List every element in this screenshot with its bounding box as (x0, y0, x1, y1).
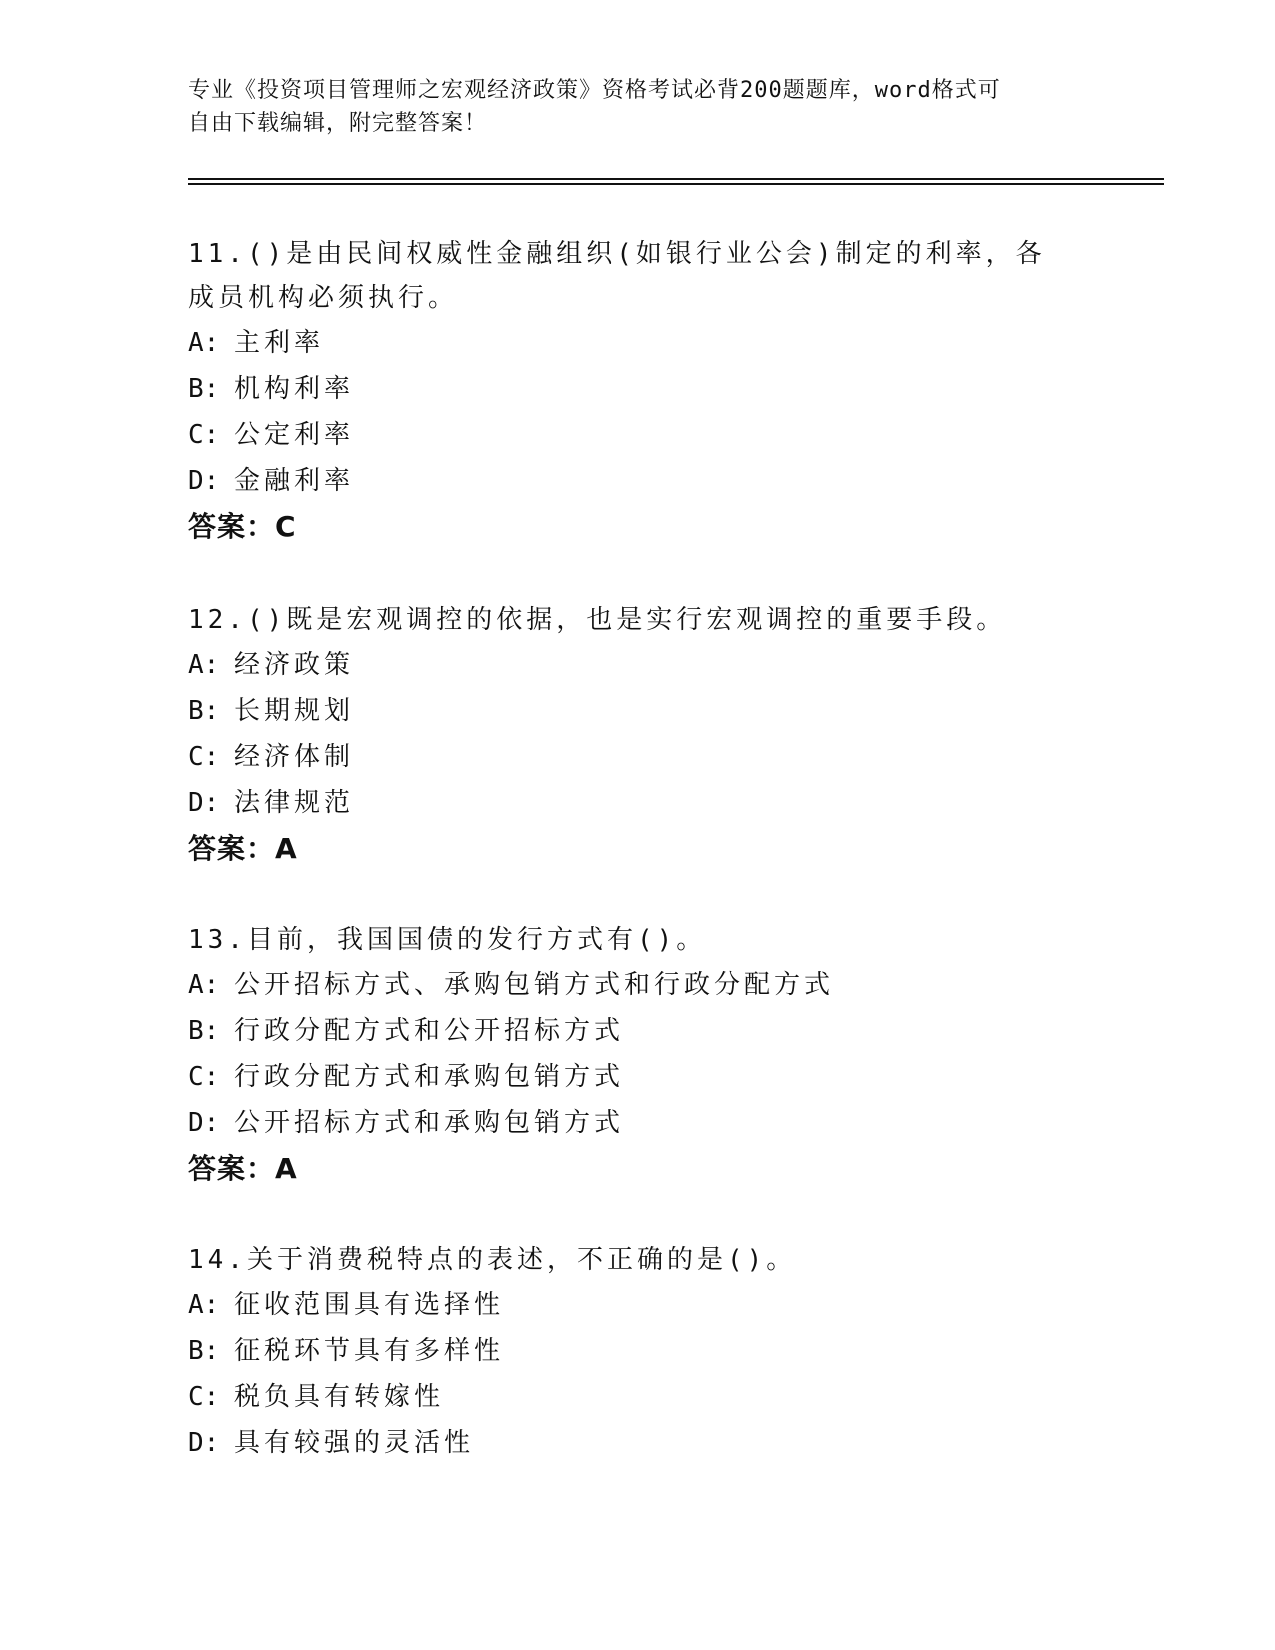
option-c: C: 税负具有转嫁性 (188, 1382, 445, 1412)
header-divider-bottom (188, 183, 1164, 185)
question-stem (188, 232, 1058, 320)
question-text: ()是由民间权威性金融组织(如银行业公会)制定的利率，各成员机构必须执行。 (188, 239, 1046, 313)
question-text: ()既是宏观调控的依据，也是实行宏观调控的重要手段。 (246, 605, 1007, 635)
header-line-1: 专业《投资项目管理师之宏观经济政策》资格考试必背200题题库，word格式可 (188, 78, 1001, 103)
option-a: A: 经济政策 (188, 650, 355, 680)
document-header (188, 74, 1088, 140)
question-number: 12. (188, 605, 247, 635)
question-14 (188, 1238, 1088, 1466)
option-b: B: 征税环节具有多样性 (188, 1336, 505, 1366)
option-a: A: 征收范围具有选择性 (188, 1290, 505, 1320)
question-number: 14. (188, 1245, 247, 1275)
question-stem (188, 1238, 1088, 1282)
question-stem (188, 918, 1088, 962)
question-number: 11. (188, 239, 247, 269)
header-divider-top (188, 178, 1164, 180)
option-a: A: 公开招标方式、承购包销方式和行政分配方式 (188, 970, 835, 1000)
question-11 (188, 232, 1088, 550)
question-13 (188, 918, 1088, 1192)
option-b: B: 长期规划 (188, 696, 355, 726)
question-12 (188, 598, 1088, 872)
option-c: C: 公定利率 (188, 420, 355, 450)
option-c: C: 经济体制 (188, 742, 355, 772)
option-a: A: 主利率 (188, 328, 325, 358)
option-d: D: 法律规范 (188, 788, 355, 818)
option-b: B: 机构利率 (188, 374, 355, 404)
answer-label: 答案：C (188, 510, 297, 543)
header-line-2: 自由下载编辑，附完整答案！ (188, 111, 488, 136)
answer-label: 答案：A (188, 832, 298, 865)
question-number: 13. (188, 925, 247, 955)
answer-label: 答案：A (188, 1152, 298, 1185)
option-d: D: 金融利率 (188, 466, 355, 496)
question-text: 目前，我国国债的发行方式有()。 (246, 925, 707, 955)
option-c: C: 行政分配方式和承购包销方式 (188, 1062, 625, 1092)
option-b: B: 行政分配方式和公开招标方式 (188, 1016, 625, 1046)
question-text: 关于消费税特点的表述，不正确的是()。 (246, 1245, 797, 1275)
option-d: D: 公开招标方式和承购包销方式 (188, 1108, 625, 1138)
option-d: D: 具有较强的灵活性 (188, 1428, 475, 1458)
question-stem (188, 598, 1088, 642)
